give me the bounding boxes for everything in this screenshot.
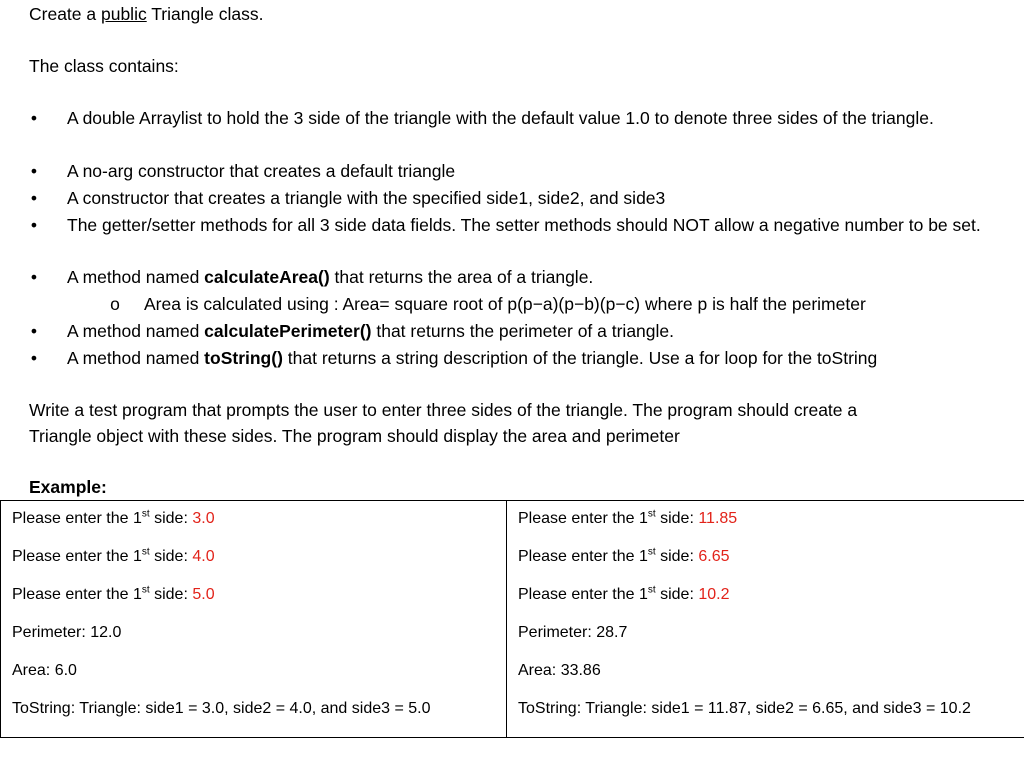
bullet-text: A no-arg constructor that creates a default triangle: [67, 161, 456, 181]
bullet-text-prefix: A method named: [67, 321, 205, 341]
prompt-line-1: [12, 509, 506, 547]
prompt-text: side:: [655, 510, 699, 527]
prompt-line-2: [12, 547, 506, 585]
bullet-text: A double Arraylist to hold the 3 side of the triangle with the default value 1.0 to denote three sides of the triangle.: [67, 108, 934, 128]
intro-line-1: [29, 1, 263, 27]
method-name-tostring: toString(): [204, 348, 283, 368]
area-output: Area: 6.0: [12, 662, 77, 679]
prompt-superscript: st: [647, 508, 656, 520]
user-input-value: 4.0: [192, 548, 215, 565]
bullet-text: [67, 264, 1017, 290]
method-name-calculate-perimeter: calculatePerimeter(): [204, 321, 372, 341]
bullet-text-prefix: A method named: [67, 267, 205, 287]
prompt-superscript: st: [141, 584, 150, 596]
intro-suffix: Triangle class.: [146, 4, 264, 24]
perimeter-output: Perimeter: 28.7: [518, 624, 628, 641]
prompt-superscript: st: [647, 584, 656, 596]
example-cell-left: [1, 501, 507, 738]
prompt-text: Please enter the 1: [12, 510, 142, 527]
prompt-text: Please enter the 1: [518, 548, 648, 565]
prompt-text: side:: [655, 586, 699, 603]
tostring-output: ToString: Triangle: side1 = 3.0, side2 = 4.0, and side3 = 5.0: [12, 700, 431, 717]
bullet-icon: •: [30, 348, 38, 368]
method-name-calculate-area: calculateArea(): [204, 267, 330, 287]
intro-prefix: Create a: [29, 4, 101, 24]
prompt-text: side:: [149, 586, 193, 603]
bullet-text-suffix: that returns a string description of the triangle. Use a for loop for the toString: [282, 348, 878, 368]
prompt-text: side:: [149, 548, 193, 565]
perimeter-output: Perimeter: 12.0: [12, 624, 122, 641]
bullet-icon: •: [30, 108, 38, 128]
area-output: Area: 33.86: [518, 662, 601, 679]
bullet-icon: •: [30, 215, 38, 235]
user-input-value: 3.0: [192, 510, 215, 527]
sub-bullet-text: Area is calculated using : Area= square root of p(p−a)(p−b)(p−c) where p is half the perimeter: [144, 294, 866, 314]
user-input-value: 6.65: [698, 548, 730, 565]
bullet-icon: •: [30, 188, 38, 208]
user-input-value: 10.2: [698, 586, 730, 603]
user-input-value: 5.0: [192, 586, 215, 603]
bullet-text: [67, 318, 1017, 344]
intro-underlined-word: public: [100, 4, 147, 24]
example-table: [0, 500, 1024, 738]
prompt-superscript: st: [647, 546, 656, 558]
sub-bullet-icon: o: [110, 294, 120, 314]
example-heading: Example:: [29, 477, 107, 497]
bullet-text: [67, 345, 1017, 371]
prompt-text: Please enter the 1: [12, 548, 142, 565]
prompt-line-1: [518, 509, 1024, 547]
prompt-superscript: st: [141, 508, 150, 520]
prompt-text: side:: [149, 510, 193, 527]
test-program-line-2: Triangle object with these sides. The program should display the area and perimeter: [29, 426, 680, 446]
prompt-line-3: [12, 585, 506, 623]
test-program-line-1: Write a test program that prompts the user to enter three sides of the triangle. The program should create a: [29, 400, 858, 420]
table-row: [1, 501, 1024, 738]
bullet-text-suffix: that returns the area of a triangle.: [329, 267, 594, 287]
prompt-text: Please enter the 1: [518, 586, 648, 603]
bullet-text-suffix: that returns the perimeter of a triangle.: [371, 321, 675, 341]
bullet-icon: •: [30, 267, 38, 287]
prompt-line-3: [518, 585, 1024, 623]
bullet-text: A constructor that creates a triangle with the specified side1, side2, and side3: [67, 188, 666, 208]
prompt-text: side:: [655, 548, 699, 565]
tostring-output: ToString: Triangle: side1 = 11.87, side2 = 6.65, and side3 = 10.2: [518, 700, 971, 717]
example-cell-right: [507, 501, 1024, 738]
bullet-text-prefix: A method named: [67, 348, 205, 368]
bullet-icon: •: [30, 161, 38, 181]
prompt-superscript: st: [141, 546, 150, 558]
bullet-icon: •: [30, 321, 38, 341]
bullet-text: The getter/setter methods for all 3 side data fields. The setter methods should NOT allow a negative number to be set.: [67, 215, 981, 235]
intro-line-2: The class contains:: [29, 56, 179, 76]
prompt-line-2: [518, 547, 1024, 585]
prompt-text: Please enter the 1: [12, 586, 142, 603]
prompt-text: Please enter the 1: [518, 510, 648, 527]
user-input-value: 11.85: [698, 510, 738, 527]
